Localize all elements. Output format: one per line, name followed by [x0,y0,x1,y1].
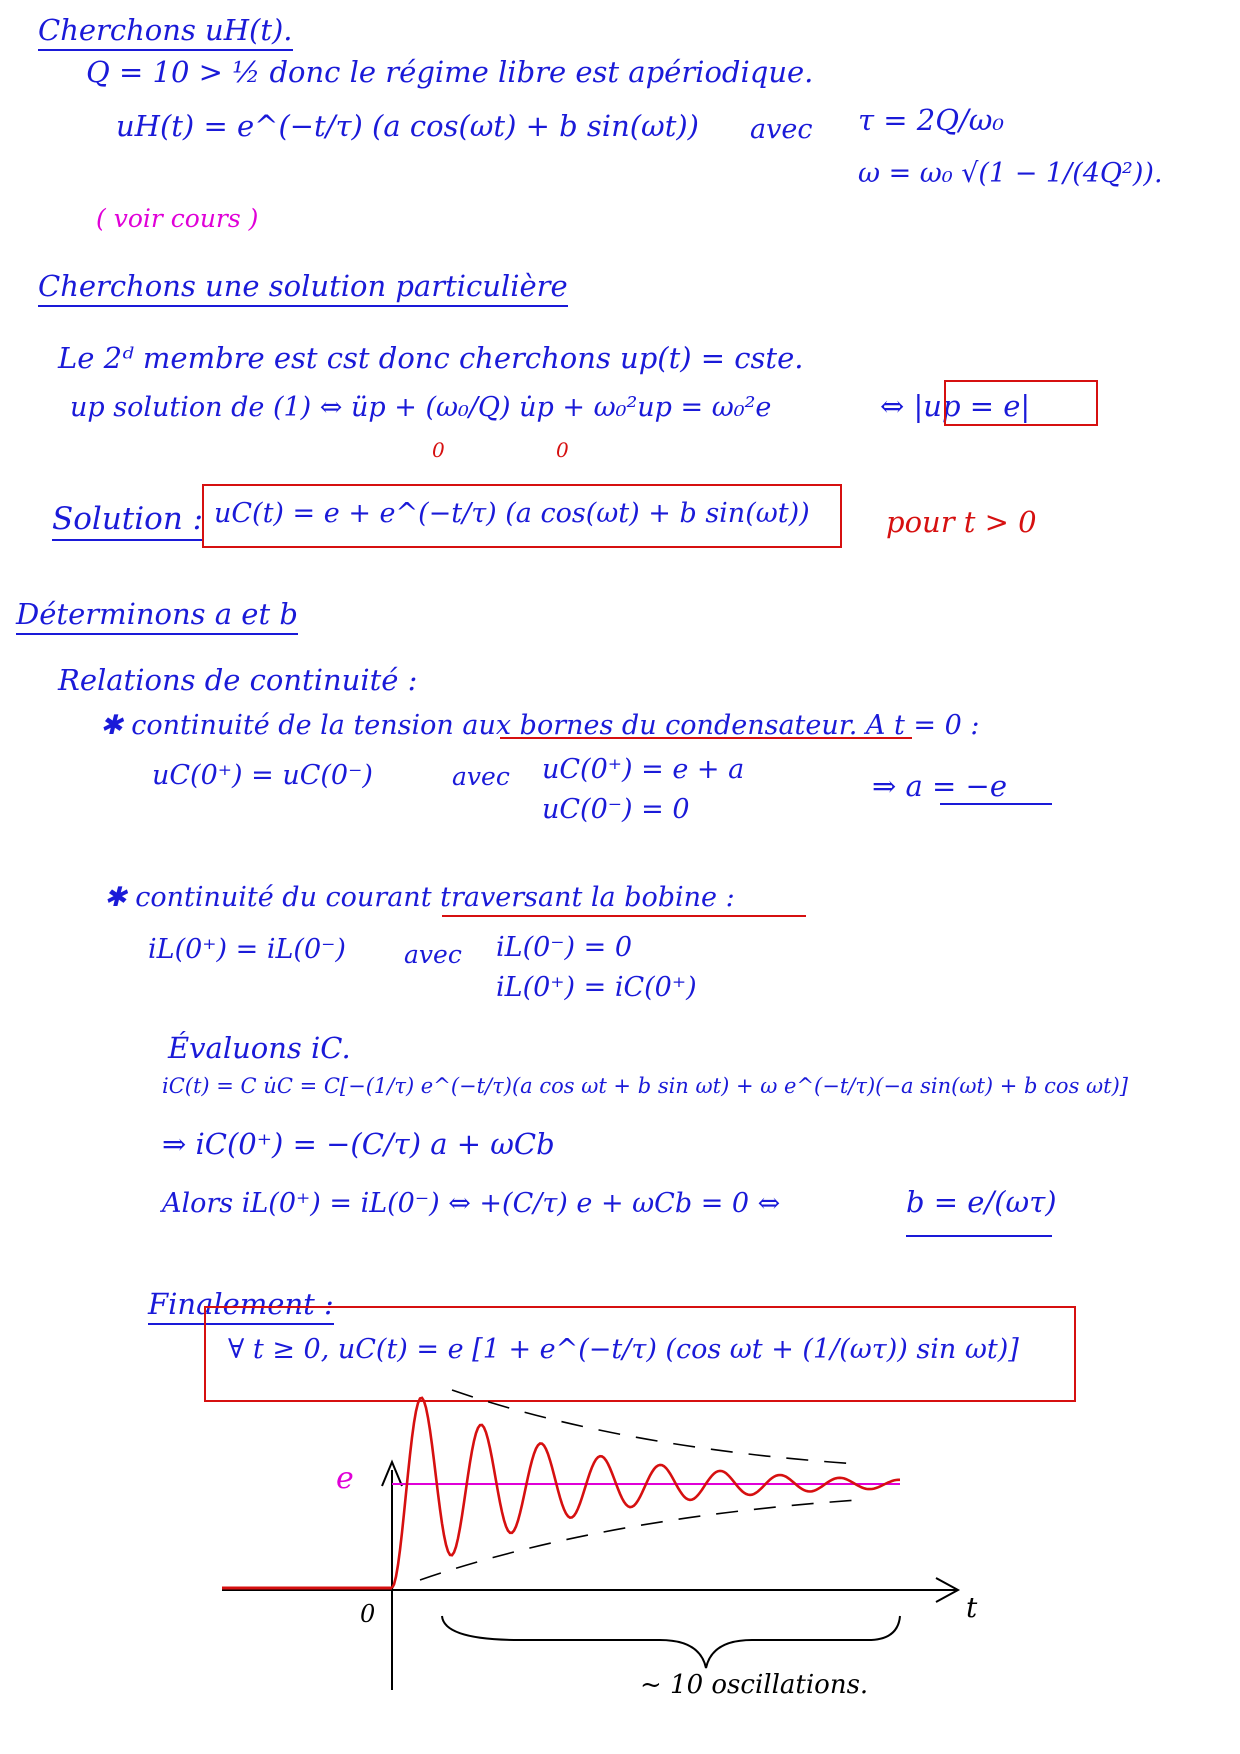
upper-envelope [452,1390,858,1464]
particular-title: Cherchons une solution particulière [38,272,568,307]
il-0plus: iL(0⁺) = iC(0⁺) [496,972,697,1003]
see-course-note: ( voir cours ) [96,204,259,233]
for-t-positive: pour t > 0 [886,505,1037,539]
up-result: ⇔ |up = e| [880,389,1031,423]
omega-definition: ω = ω₀ √(1 − 1/(4Q²)). [858,158,1163,189]
oscillation-brace [442,1616,900,1668]
continuity-title: Relations de continuité : [58,663,418,697]
graph-y-label: e [336,1461,354,1496]
solution-formula: uC(t) = e + e^(−t/τ) (a cos(ωt) + b sin(ωt)) [214,498,810,529]
a-result: ⇒ a = −e [872,769,1008,803]
il-continuity: iL(0⁺) = iL(0⁻) [148,934,346,965]
alors-line: Alors iL(0⁺) = iL(0⁻) ⇔ +(C/τ) e + ωCb = 0 ⇔ [162,1188,781,1219]
ic-formula: iC(t) = C u̇C = C[−(1/τ) e^(−t/τ)(a cos ωt + b sin ωt) + ω e^(−t/τ)(−a sin(ωt) + b cos ωt)] [162,1074,1128,1098]
final-formula: ∀ t ≥ 0, uC(t) = e [1 + e^(−t/τ) (cos ωt + (1/(ωτ)) sin ωt)] [228,1334,1019,1365]
b-result: b = e/(ωτ) [906,1185,1057,1219]
lower-envelope [420,1500,858,1580]
uc-0plus: uC(0⁺) = e + a [542,754,745,785]
cancel-zero-2: 0 [556,438,569,462]
response-curve [392,1398,900,1588]
current-continuity-line: ✱ continuité du courant traversant la bobine : [104,882,735,913]
cancel-zero-1: 0 [432,438,445,462]
up-solution-line: up solution de (1) ⇔ üp + (ω₀/Q) u̇p + ω₀²up = ω₀²e [70,392,772,423]
ic-zero: ⇒ iC(0⁺) = −(C/τ) a + ωCb [162,1127,555,1161]
determine-title: Déterminons a et b [16,600,298,635]
voltage-continuity-line: ✱ continuité de la tension aux bornes du condensateur. A t = 0 : [100,710,980,741]
graph-x-label: t [966,1591,978,1624]
homogeneous-title: Cherchons uH(t). [38,16,293,51]
second-member-line: Le 2ᵈ membre est cst donc cherchons up(t) = cste. [58,341,804,375]
graph-origin-label: 0 [360,1600,376,1628]
avec-label-2: avec [452,762,510,791]
finally-label: Finalement : [148,1290,334,1325]
solution-label: Solution : [52,504,203,541]
uc-0minus: uC(0⁻) = 0 [542,794,690,825]
tau-definition: τ = 2Q/ω₀ [858,103,1005,137]
oscillation-note: ~ 10 oscillations. [640,1670,869,1700]
avec-label-3: avec [404,940,462,969]
evaluate-title: Évaluons iC. [168,1031,351,1065]
homogeneous-solution: uH(t) = e^(−t/τ) (a cos(ωt) + b sin(ωt)) [116,109,699,143]
quality-line: Q = 10 > ½ donc le régime libre est apériodique. [86,55,814,89]
uc-continuity: uC(0⁺) = uC(0⁻) [152,760,373,791]
il-0minus: iL(0⁻) = 0 [496,932,633,963]
avec-label-1: avec [750,114,813,145]
